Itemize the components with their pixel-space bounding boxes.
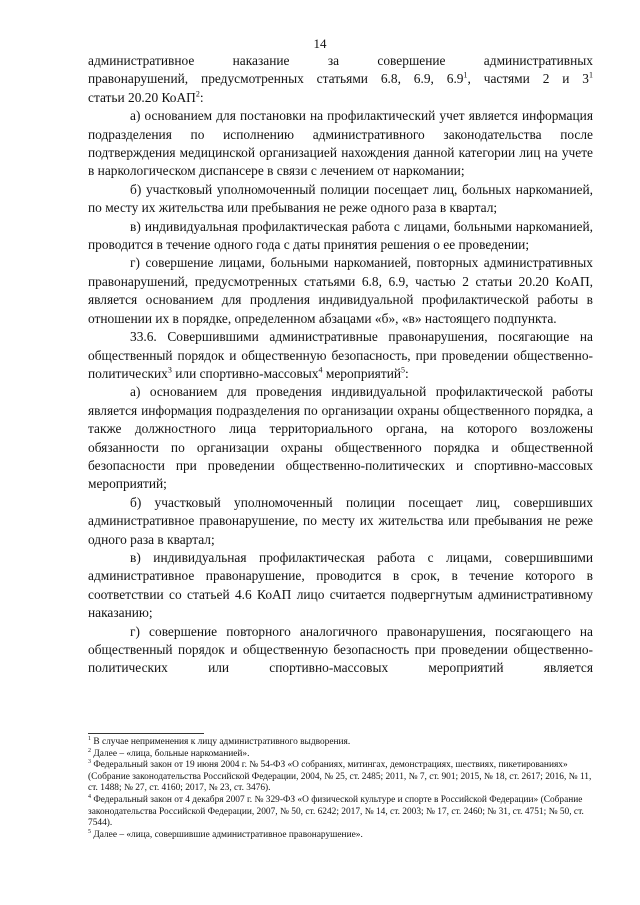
footnote-1: $^1$ В случае неприменения к лицу административного выдворения. (88, 735, 351, 747)
footnote-ref: 1 (463, 70, 468, 80)
paragraph-g-drug: г) совершение лицами, больными наркоманией, повторных административных правонарушений, предусмотренных статьями 6.8, 6.9, частью 2 статьи 20.20 КоАП, является основанием для продления индивидуальной профилактической работы в отношении их в порядке, определенном абзацами «б», «в» настоящего подпункта. (88, 255, 593, 326)
footnotes (88, 737, 593, 841)
paragraph-b-events: б) участковый уполномоченный полиции посещает лиц, совершивших административное правонарушение, по месту их жительства или пребывания не реже одного раза в квартал; (88, 494, 593, 547)
page-number: 14 (313, 36, 327, 51)
footnote-ref: 4 (318, 365, 323, 375)
footnote-ref: 2 (195, 89, 200, 99)
footnote-3: $^3$ Федеральный закон от 19 июня 2004 г. № 54-ФЗ «О собраниях, митингах, демонстрациях, шествиях, пикетированиях» (Собрание законодательства Российской Федерации, 2004, № 25, ст. 2485; 2011, № 7, ст. 901; 2015, № 18, ст. 2617; 2016, № 11, ст. 1488; № 27, ст. 4160; 2017, № 23, ст. 3476). (88, 759, 592, 794)
footnote-2: $^2$ Далее – «лица, больные наркоманией». (88, 747, 250, 759)
paragraph-v-drug: в) индивидуальная профилактическая работа с лицами, больными наркоманией, проводится в течение одного года с даты принятия решения о ее проведении; (88, 218, 593, 253)
footnote-divider (88, 733, 204, 734)
paragraph-v-events: в) индивидуальная профилактическая работа с лицами, совершившими административное правонарушение, проводится в срок, в течение которого в соответствии со статьей 4.6 КоАП лицо считается подвергнутым административному наказанию; (88, 549, 593, 621)
section-33-6: 33.6. Совершившими административные правонарушения, посягающие на общественный порядок и общественную безопасность, при проведении общественно-политических$^3$ или спортивно-массовых$^4$ мероприятий$^5$: (88, 329, 593, 381)
footnote-5: $^5$ Далее – «лица, совершившие административное правонарушение». (88, 828, 363, 840)
footnote-ref: 5 (401, 365, 406, 375)
continuation-line-1: административное наказание за совершение административных (88, 53, 593, 68)
footnote-ref: 1 (589, 70, 593, 80)
paragraph-a-drug: а) основанием для постановки на профилактический учет является информация подразделения по исполнению административного законодательства после подтверждения медицинской организацией нахождения данной категории лиц на учете в наркологическом диспансере в связи с лечением от наркомании; (88, 108, 593, 179)
paragraph-g-events: г) совершение повторного аналогичного правонарушения, посягающего на общественный порядок и общественную безопасность при проведении общественно-политических или спортивно-массовых мероприятий является (88, 623, 593, 676)
continuation-line-3: статьи 20.20 КоАП$^2$: (88, 89, 204, 105)
continuation-line-2: правонарушений, предусмотренных статьями 6.8, 6.9, $6.9^1$, частями 2 и $3^1$ (88, 70, 593, 87)
paragraph-a-events: а) основанием для проведения индивидуальной профилактической работы является информация подразделения по организации охраны общественного порядка, а также должностного лица территориального органа, на которого возложены обязанности по организации охраны общественного порядка и общественной безопасности при проведении общественно-политических и спортивно-массовых мероприятий; (88, 384, 593, 492)
paragraph-b-drug: б) участковый уполномоченный полиции посещает лиц, больных наркоманией, по месту их жительства или пребывания не реже одного раза в квартал; (88, 181, 593, 216)
main-text (88, 52, 593, 678)
footnote-4: $^4$ Федеральный закон от 4 декабря 2007 г. № 329-ФЗ «О физической культуре и спорте в Российской Федерации» (Собрание законодательства Российской Федерации, 2007, № 50, ст. 6242; 2017, № 14, ст. 2003; № 17, ст. 2460; № 31, ст. 4751; № 50, ст. 7544). (88, 793, 584, 829)
footnote-ref: 3 (167, 365, 172, 375)
